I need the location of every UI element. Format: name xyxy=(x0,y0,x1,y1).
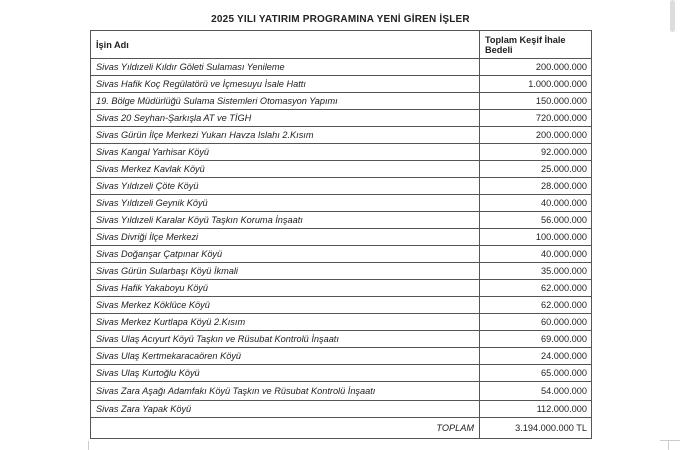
table-row xyxy=(91,127,592,144)
table-row xyxy=(91,401,592,418)
table-row xyxy=(91,246,592,263)
header-name: İşin Adı xyxy=(91,31,480,59)
page-corner-mark xyxy=(88,441,89,450)
table-row xyxy=(91,161,592,178)
table-row xyxy=(91,76,592,93)
project-name: Sivas Merkez Kurtlapa Köyü 2.Kısım xyxy=(91,314,480,331)
project-amount: 100.000.000 xyxy=(480,229,592,246)
project-name: Sivas Gürün İlçe Merkezi Yukarı Havza Islahı 2.Kısım xyxy=(91,127,480,144)
project-amount: 35.000.000 xyxy=(480,263,592,280)
project-amount: 69.000.000 xyxy=(480,331,592,348)
project-amount: 25.000.000 xyxy=(480,161,592,178)
total-amount: 3.194.000.000 TL xyxy=(480,418,592,439)
total-row xyxy=(91,418,592,439)
scrollbar[interactable] xyxy=(670,0,675,32)
table-row xyxy=(91,365,592,382)
table-row xyxy=(91,229,592,246)
project-name: Sivas Merkez Kavlak Köyü xyxy=(91,161,480,178)
table-row xyxy=(91,263,592,280)
header-amount: Toplam Keşif İhale Bedeli xyxy=(480,31,592,59)
project-name: Sivas Ulaş Acıyurt Köyü Taşkın ve Rüsubat Kontrolü İnşaatı xyxy=(91,331,480,348)
table-row xyxy=(91,297,592,314)
table-row xyxy=(91,280,592,297)
project-name: Sivas Yıldızeli Karalar Köyü Taşkın Koruma İnşaatı xyxy=(91,212,480,229)
project-name: Sivas Ulaş Kertmekaracaören Köyü xyxy=(91,348,480,365)
table-row xyxy=(91,144,592,161)
table-row xyxy=(91,314,592,331)
project-amount: 65.000.000 xyxy=(480,365,592,382)
project-name: Sivas Yıldızeli Çöte Köyü xyxy=(91,178,480,195)
project-name: Sivas Zara Aşağı Adamfakı Köyü Taşkın ve Rüsubat Kontrolü İnşaatı xyxy=(91,382,480,401)
project-amount: 62.000.000 xyxy=(480,280,592,297)
project-name: Sivas Yıldızeli Geynik Köyü xyxy=(91,195,480,212)
total-label: TOPLAM xyxy=(91,418,480,439)
table-row xyxy=(91,382,592,401)
project-amount: 92.000.000 xyxy=(480,144,592,161)
project-name: Sivas Merkez Köklüce Köyü xyxy=(91,297,480,314)
project-amount: 720.000.000 xyxy=(480,110,592,127)
project-amount: 40.000.000 xyxy=(480,246,592,263)
table-row xyxy=(91,331,592,348)
project-amount: 54.000.000 xyxy=(480,382,592,401)
project-name: Sivas Gürün Sularbaşı Köyü İkmali xyxy=(91,263,480,280)
table-row xyxy=(91,110,592,127)
project-amount: 28.000.000 xyxy=(480,178,592,195)
project-amount: 62.000.000 xyxy=(480,297,592,314)
table-header xyxy=(91,31,592,59)
page-corner-mark xyxy=(660,440,680,441)
project-amount: 112.000.000 xyxy=(480,401,592,418)
project-name: Sivas Yıldızeli Kıldır Göleti Sulaması Yenileme xyxy=(91,59,480,76)
project-name: Sivas Hafik Koç Regülatörü ve İçmesuyu İsale Hattı xyxy=(91,76,480,93)
project-name: 19. Bölge Müdürlüğü Sulama Sistemleri Otomasyon Yapımı xyxy=(91,93,480,110)
project-name: Sivas 20 Seyhan-Şarkışla AT ve TİGH xyxy=(91,110,480,127)
table-row xyxy=(91,59,592,76)
table-row xyxy=(91,348,592,365)
project-name: Sivas Divriği İlçe Merkezi xyxy=(91,229,480,246)
project-name: Sivas Kangal Yarhisar Köyü xyxy=(91,144,480,161)
table-row xyxy=(91,195,592,212)
table-row xyxy=(91,212,592,229)
project-amount: 56.000.000 xyxy=(480,212,592,229)
project-amount: 200.000.000 xyxy=(480,127,592,144)
project-amount: 40.000.000 xyxy=(480,195,592,212)
project-amount: 150.000.000 xyxy=(480,93,592,110)
project-name: Sivas Zara Yapak Köyü xyxy=(91,401,480,418)
project-name: Sivas Doğanşar Çatpınar Köyü xyxy=(91,246,480,263)
project-amount: 1.000.000.000 xyxy=(480,76,592,93)
page-corner-mark xyxy=(668,441,669,450)
table-row xyxy=(91,93,592,110)
document-title: 2025 YILI YATIRIM PROGRAMINA YENİ GİREN İŞLER xyxy=(211,14,470,25)
projects-table xyxy=(90,30,592,439)
project-amount: 200.000.000 xyxy=(480,59,592,76)
project-amount: 24.000.000 xyxy=(480,348,592,365)
project-name: Sivas Ulaş Kurtoğlu Köyü xyxy=(91,365,480,382)
table-row xyxy=(91,178,592,195)
project-name: Sivas Hafik Yakaboyu Köyü xyxy=(91,280,480,297)
project-amount: 60.000.000 xyxy=(480,314,592,331)
